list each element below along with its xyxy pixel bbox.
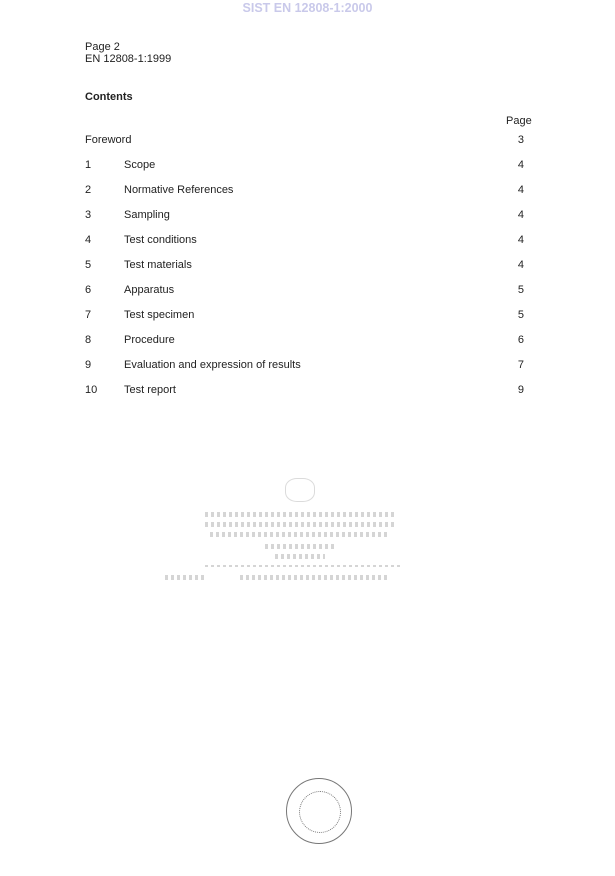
toc-page: 4: [517, 184, 524, 196]
toc-page: 5: [517, 284, 524, 296]
toc-page: 9: [517, 384, 524, 396]
toc-title: Test specimen: [124, 309, 195, 321]
toc-item[interactable]: [85, 309, 530, 323]
toc-item[interactable]: [85, 334, 530, 348]
toc-number: 6: [85, 284, 92, 296]
toc-number: 4: [85, 234, 92, 246]
toc-page: 4: [517, 209, 524, 221]
toc-item[interactable]: [85, 209, 530, 223]
faded-stamp: [205, 478, 405, 588]
toc-foreword[interactable]: [85, 134, 530, 148]
toc-page: 4: [517, 234, 524, 246]
toc-title: Test report: [124, 384, 176, 396]
toc-number: 3: [85, 209, 92, 221]
toc-title: Test materials: [124, 259, 192, 271]
page-column-label: Page: [506, 115, 532, 127]
toc-number: 10: [85, 384, 98, 396]
toc-page: 7: [517, 359, 524, 371]
toc-page: 4: [517, 159, 524, 171]
toc-item[interactable]: [85, 359, 530, 373]
toc-page: 6: [517, 334, 524, 346]
toc-item[interactable]: [85, 259, 530, 273]
toc-title: Scope: [124, 159, 156, 171]
standard-id: EN 12808-1:1999: [85, 53, 172, 65]
toc-number: 8: [85, 334, 92, 346]
toc-number: 9: [85, 359, 92, 371]
toc-title: Foreword: [85, 134, 132, 146]
toc-title: Test conditions: [124, 234, 197, 246]
page-number: Page 2: [85, 41, 120, 53]
seal-stamp: [286, 778, 352, 844]
toc-page: 3: [517, 134, 524, 146]
toc-page: 4: [517, 259, 524, 271]
toc-title: Procedure: [124, 334, 175, 346]
toc-page: 5: [517, 309, 524, 321]
toc-item[interactable]: [85, 184, 530, 198]
toc-item[interactable]: [85, 234, 530, 248]
toc-item[interactable]: [85, 384, 530, 398]
toc-item[interactable]: [85, 284, 530, 298]
toc-number: 7: [85, 309, 92, 321]
watermark: SIST EN 12808-1:2000: [242, 1, 373, 15]
contents-heading: Contents: [85, 91, 133, 103]
toc-number: 5: [85, 259, 92, 271]
toc-item[interactable]: [85, 159, 530, 173]
toc-number: 2: [85, 184, 92, 196]
toc-title: Evaluation and expression of results: [124, 359, 301, 371]
toc-title: Apparatus: [124, 284, 175, 296]
toc-number: 1: [85, 159, 92, 171]
toc-title: Sampling: [124, 209, 170, 221]
toc-title: Normative References: [124, 184, 234, 196]
